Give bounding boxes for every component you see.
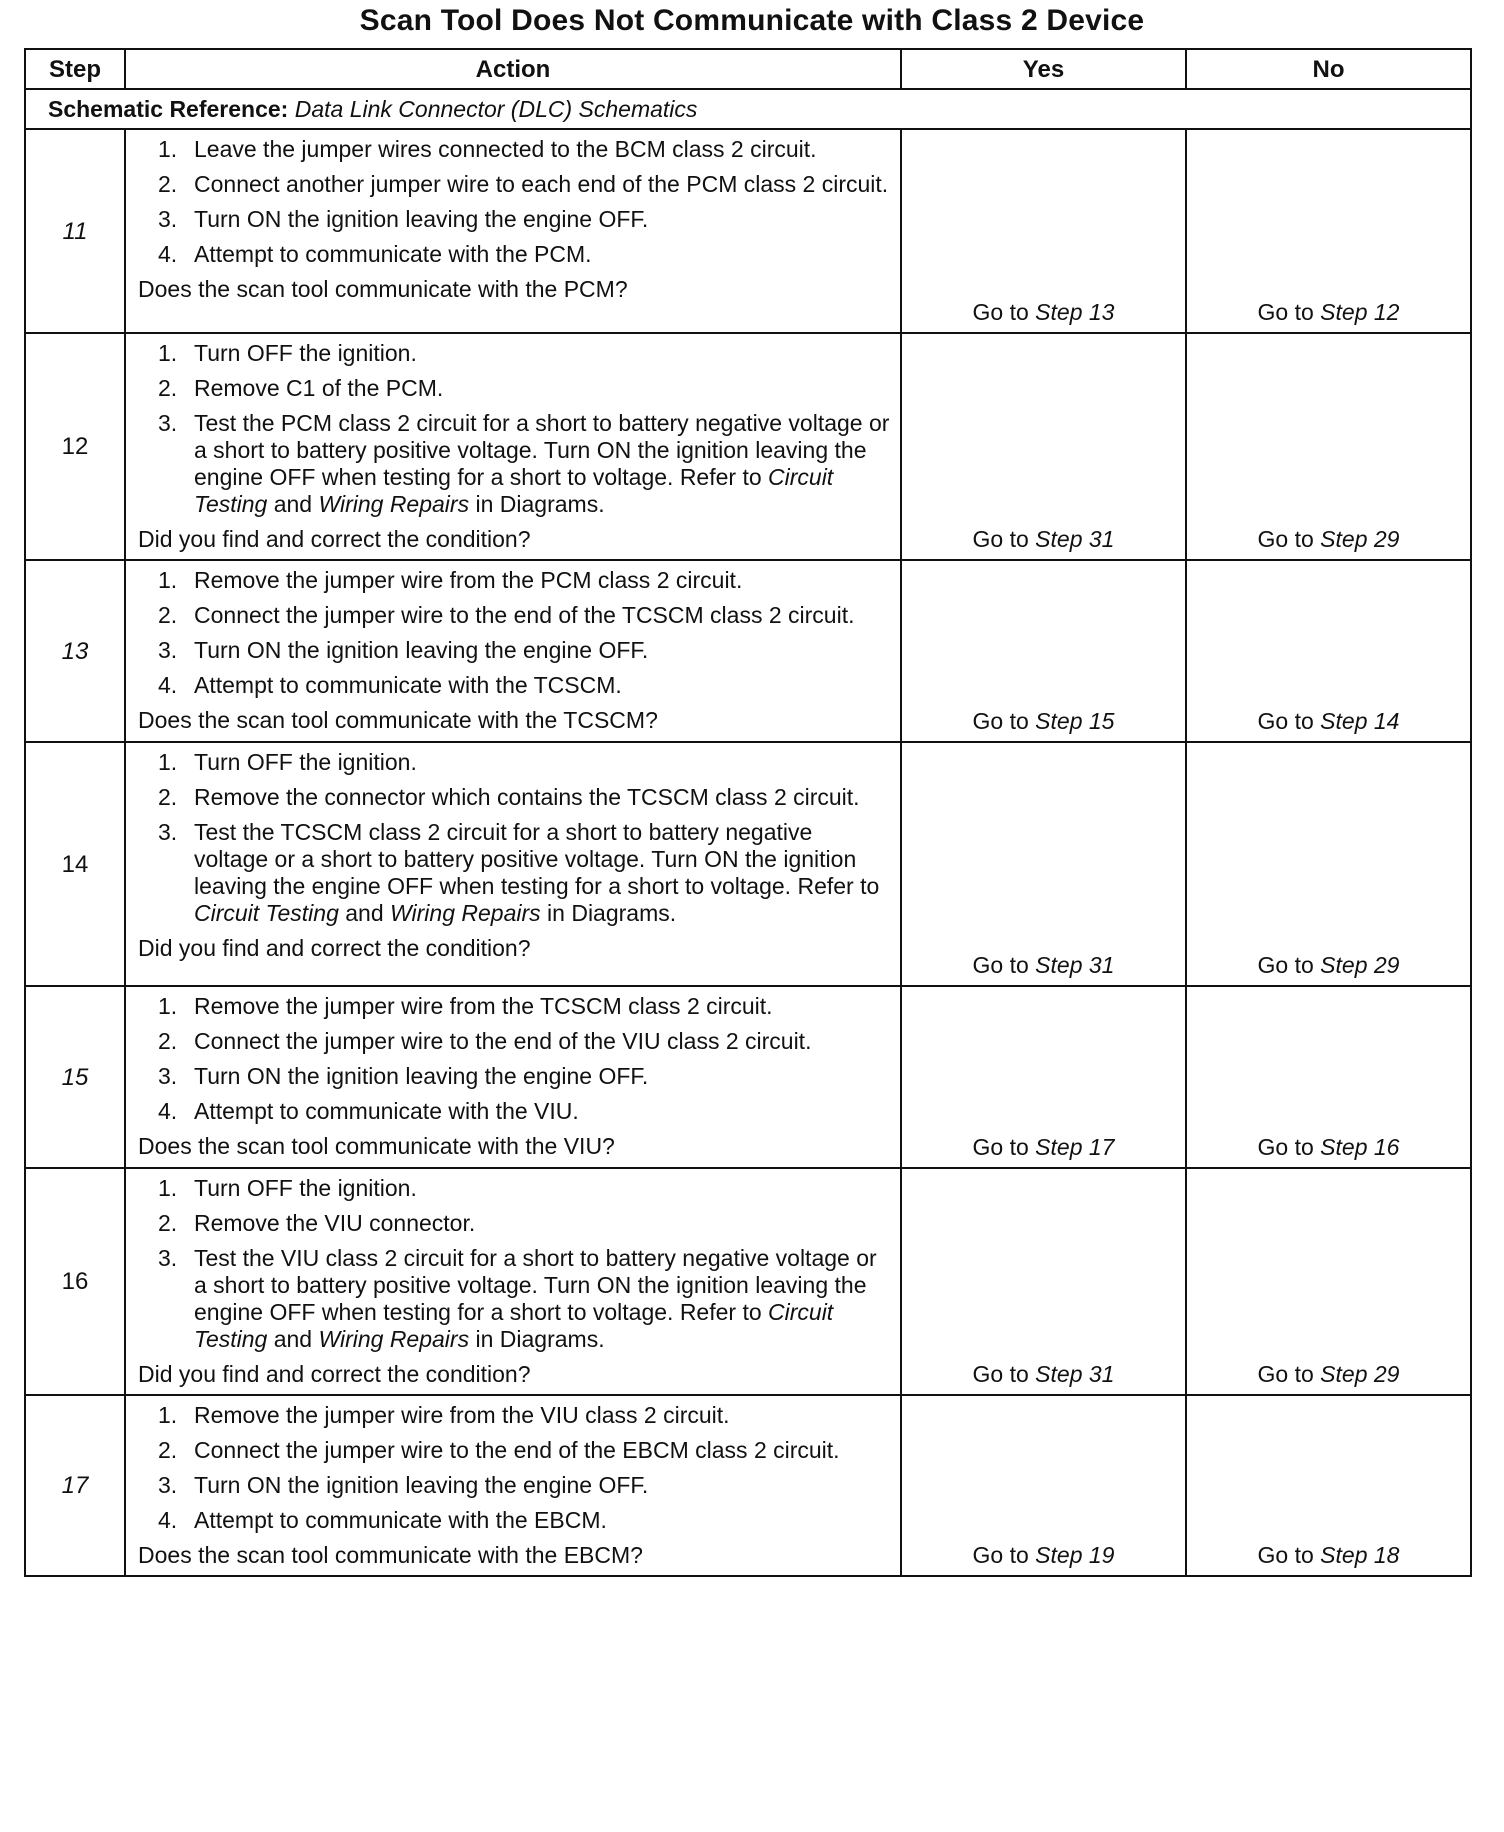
action-item (138, 206, 890, 233)
goto-no-link[interactable]: Go to Step 29 (1257, 952, 1400, 978)
step-number: 17 (25, 1395, 125, 1576)
action-item-text: Turn ON the ignition leaving the engine OFF. (194, 206, 649, 232)
action-item-text: Test the TCSCM class 2 circuit for a short to battery negative voltage or a short to battery positive voltage. Turn ON the ignition leaving the engine OFF when testing for a short to voltage. Refer to Circuit Testing and Wiring Repairs in Diagrams. (194, 819, 880, 926)
goto-target: Step 16 (1320, 1134, 1400, 1160)
action-item-number: 3. (158, 1472, 178, 1498)
action-item-number: 1. (158, 749, 178, 775)
action-cell (125, 742, 901, 986)
action-item (138, 375, 890, 402)
action-item (138, 637, 890, 664)
yes-cell (901, 333, 1186, 560)
action-item (138, 1437, 890, 1464)
step-number: 11 (25, 129, 125, 333)
action-list (138, 993, 890, 1125)
no-cell (1186, 560, 1471, 742)
action-item-text: Attempt to communicate with the EBCM. (194, 1507, 607, 1533)
action-item-number: 4. (158, 1507, 178, 1533)
action-item-number: 1. (158, 993, 178, 1019)
no-cell (1186, 986, 1471, 1168)
schematic-reference-row (25, 89, 1471, 129)
action-cell (125, 333, 901, 560)
action-list (138, 749, 890, 927)
table-row (25, 1395, 1471, 1576)
action-item-text: Test the VIU class 2 circuit for a short to battery negative voltage or a short to battery positive voltage. Turn ON the ignition leaving the engine OFF when testing for a short to voltage. Refer to Circuit Testing and Wiring Repairs in Diagrams. (194, 1245, 877, 1352)
reference-link: Circuit Testing (194, 464, 834, 517)
goto-target: Step 29 (1320, 1361, 1400, 1387)
action-item (138, 241, 890, 268)
goto-target: Step 13 (1035, 299, 1115, 325)
table-row (25, 742, 1471, 986)
action-item-number: 3. (158, 410, 178, 436)
action-item-text: Turn ON the ignition leaving the engine OFF. (194, 637, 649, 663)
action-item (138, 171, 890, 198)
no-cell (1186, 1168, 1471, 1395)
goto-yes-link[interactable]: Go to Step 19 (972, 1542, 1115, 1568)
no-cell (1186, 1395, 1471, 1576)
action-item-number: 2. (158, 1437, 178, 1463)
action-list (138, 136, 890, 268)
action-item-number: 2. (158, 171, 178, 197)
action-item-number: 4. (158, 1098, 178, 1124)
action-item (138, 1098, 890, 1125)
question-text: Does the scan tool communicate with the PCM? (138, 276, 628, 302)
action-item-text: Connect the jumper wire to the end of the VIU class 2 circuit. (194, 1028, 812, 1054)
schematic-reference-label: Schematic Reference: (48, 95, 289, 122)
action-item-text: Connect the jumper wire to the end of the TCSCM class 2 circuit. (194, 602, 855, 628)
reference-link: Circuit Testing (194, 900, 339, 926)
action-item-text: Attempt to communicate with the TCSCM. (194, 672, 622, 698)
action-item-text: Attempt to communicate with the VIU. (194, 1098, 579, 1124)
action-item-text: Connect the jumper wire to the end of the EBCM class 2 circuit. (194, 1437, 840, 1463)
question-text: Does the scan tool communicate with the VIU? (138, 1133, 615, 1159)
yes-cell (901, 560, 1186, 742)
header-row (25, 49, 1471, 89)
action-item (138, 410, 890, 518)
goto-no-link[interactable]: Go to Step 12 (1257, 299, 1400, 325)
action-item-number: 1. (158, 1175, 178, 1201)
action-cell (125, 1168, 901, 1395)
action-item-number: 2. (158, 784, 178, 810)
action-item-text: Connect another jumper wire to each end of the PCM class 2 circuit. (194, 171, 889, 197)
question-text: Did you find and correct the condition? (138, 935, 531, 961)
action-item-text: Remove C1 of the PCM. (194, 375, 444, 401)
action-item-number: 2. (158, 375, 178, 401)
action-item-text: Leave the jumper wires connected to the BCM class 2 circuit. (194, 136, 817, 162)
action-item-text: Turn ON the ignition leaving the engine OFF. (194, 1063, 649, 1089)
goto-target: Step 31 (1035, 526, 1115, 552)
action-item-text: Remove the jumper wire from the VIU class 2 circuit. (194, 1402, 730, 1428)
action-item-text: Remove the connector which contains the TCSCM class 2 circuit. (194, 784, 860, 810)
goto-no-link[interactable]: Go to Step 18 (1257, 1542, 1400, 1568)
action-item-number: 2. (158, 1210, 178, 1236)
action-item (138, 1028, 890, 1055)
action-list (138, 567, 890, 699)
yes-cell (901, 1168, 1186, 1395)
goto-target: Step 31 (1035, 952, 1115, 978)
goto-yes-link[interactable]: Go to Step 15 (972, 708, 1115, 734)
action-item-number: 3. (158, 637, 178, 663)
goto-target: Step 18 (1320, 1542, 1400, 1568)
goto-target: Step 12 (1320, 299, 1400, 325)
header-yes: Yes (901, 49, 1186, 89)
step-number: 16 (25, 1168, 125, 1395)
action-item-number: 1. (158, 340, 178, 366)
step-number: 14 (25, 742, 125, 986)
action-item-number: 3. (158, 1063, 178, 1089)
schematic-reference (25, 89, 1471, 129)
goto-no-link[interactable]: Go to Step 14 (1257, 708, 1400, 734)
action-item-text: Turn OFF the ignition. (194, 749, 417, 775)
action-list (138, 1402, 890, 1534)
action-item (138, 1063, 890, 1090)
action-item (138, 819, 890, 927)
table-row (25, 986, 1471, 1168)
step-number: 13 (25, 560, 125, 742)
goto-no-link[interactable]: Go to Step 16 (1257, 1134, 1400, 1160)
action-cell (125, 1395, 901, 1576)
goto-yes-link[interactable]: Go to Step 17 (972, 1134, 1115, 1160)
reference-link: Wiring Repairs (390, 900, 541, 926)
action-item (138, 136, 890, 163)
action-item (138, 784, 890, 811)
action-item-text: Remove the VIU connector. (194, 1210, 476, 1236)
action-item (138, 1507, 890, 1534)
yes-cell (901, 1395, 1186, 1576)
goto-yes-link[interactable]: Go to Step 31 (972, 526, 1115, 552)
page-title: Scan Tool Does Not Communicate with Class 2 Device (359, 4, 1145, 37)
action-item-number: 2. (158, 602, 178, 628)
step-number: 12 (25, 333, 125, 560)
action-item-number: 3. (158, 819, 178, 845)
diagnostic-table (24, 48, 1472, 1577)
no-cell (1186, 333, 1471, 560)
action-item-number: 3. (158, 206, 178, 232)
action-item (138, 1402, 890, 1429)
goto-target: Step 29 (1320, 526, 1400, 552)
action-item (138, 1210, 890, 1237)
table-row (25, 333, 1471, 560)
action-item (138, 1472, 890, 1499)
action-item-number: 4. (158, 241, 178, 267)
action-item-text: Turn OFF the ignition. (194, 1175, 417, 1201)
action-item-number: 1. (158, 567, 178, 593)
action-item (138, 567, 890, 594)
action-item (138, 749, 890, 776)
yes-cell (901, 129, 1186, 333)
no-cell (1186, 129, 1471, 333)
question-text: Does the scan tool communicate with the EBCM? (138, 1542, 643, 1568)
action-item (138, 1175, 890, 1202)
action-item-number: 1. (158, 1402, 178, 1428)
action-list (138, 1175, 890, 1353)
no-cell (1186, 742, 1471, 986)
action-item (138, 672, 890, 699)
goto-target: Step 29 (1320, 952, 1400, 978)
yes-cell (901, 986, 1186, 1168)
goto-yes-link[interactable]: Go to Step 13 (972, 299, 1115, 325)
header-no: No (1186, 49, 1471, 89)
action-cell (125, 129, 901, 333)
yes-cell (901, 742, 1186, 986)
action-cell (125, 560, 901, 742)
goto-no-link[interactable]: Go to Step 29 (1257, 526, 1400, 552)
action-item (138, 1245, 890, 1353)
action-item (138, 993, 890, 1020)
question-text: Does the scan tool communicate with the TCSCM? (138, 707, 658, 733)
header-action: Action (125, 49, 901, 89)
schematic-reference-link: Data Link Connector (DLC) Schematics (294, 95, 698, 122)
goto-target: Step 19 (1035, 1542, 1115, 1568)
header-step: Step (25, 49, 125, 89)
goto-yes-link[interactable]: Go to Step 31 (972, 952, 1115, 978)
action-item-text: Turn ON the ignition leaving the engine OFF. (194, 1472, 649, 1498)
action-item-text: Test the PCM class 2 circuit for a short to battery negative voltage or a short to battery positive voltage. Turn ON the ignition leaving the engine OFF when testing for a short to voltage. Refer to Circuit Testing and Wiring Repairs in Diagrams. (194, 410, 890, 517)
step-number: 15 (25, 986, 125, 1168)
action-item-text: Attempt to communicate with the PCM. (194, 241, 592, 267)
table-row (25, 129, 1471, 333)
question-text: Did you find and correct the condition? (138, 1361, 531, 1387)
question-text: Did you find and correct the condition? (138, 526, 531, 552)
action-item-number: 2. (158, 1028, 178, 1054)
goto-yes-link[interactable]: Go to Step 31 (972, 1361, 1115, 1387)
action-item-number: 4. (158, 672, 178, 698)
action-item-text: Remove the jumper wire from the PCM class 2 circuit. (194, 567, 743, 593)
goto-no-link[interactable]: Go to Step 29 (1257, 1361, 1400, 1387)
action-item-text: Turn OFF the ignition. (194, 340, 417, 366)
goto-target: Step 31 (1035, 1361, 1115, 1387)
action-item-number: 3. (158, 1245, 178, 1271)
reference-link: Circuit Testing (194, 1299, 834, 1352)
action-item-number: 1. (158, 136, 178, 162)
action-item-text: Remove the jumper wire from the TCSCM class 2 circuit. (194, 993, 773, 1019)
action-list (138, 340, 890, 518)
goto-target: Step 15 (1035, 708, 1115, 734)
reference-link: Wiring Repairs (318, 1326, 470, 1352)
table-row (25, 560, 1471, 742)
action-cell (125, 986, 901, 1168)
action-item (138, 602, 890, 629)
goto-target: Step 14 (1320, 708, 1400, 734)
goto-target: Step 17 (1035, 1134, 1115, 1160)
table-row (25, 1168, 1471, 1395)
reference-link: Wiring Repairs (318, 491, 470, 517)
action-item (138, 340, 890, 367)
